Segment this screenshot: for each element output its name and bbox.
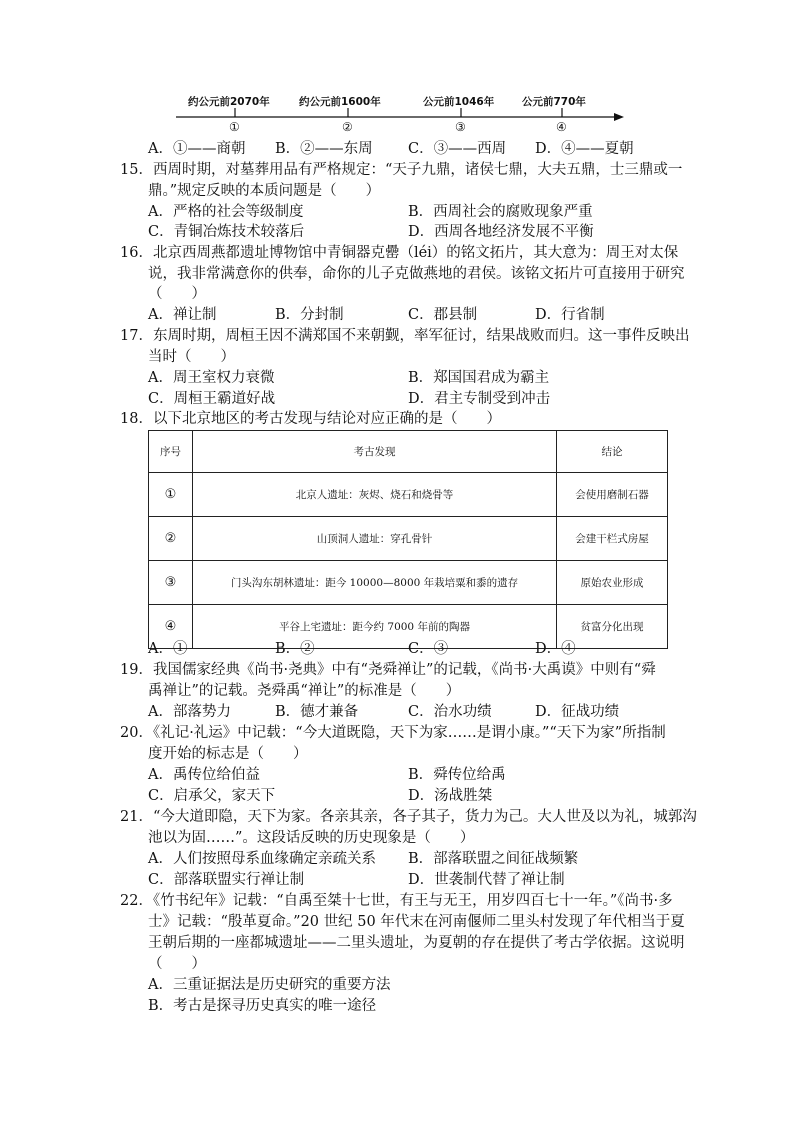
q16-option-b: B．分封制 <box>275 307 344 323</box>
timeline-mark: ① <box>229 120 240 134</box>
q15-option-c: C．青铜冶炼技术较落后 <box>148 224 305 240</box>
table-cell: ④ <box>149 605 193 649</box>
q15-stem: 15．西周时期，对墓葬用品有严格规定：“天子九鼎，诸侯七鼎，大夫五鼎，士三鼎或一 <box>120 162 683 178</box>
q17-option-a: A．周王室权力衰微 <box>148 370 275 386</box>
timeline-mark: ② <box>342 120 353 134</box>
q21-option-c: C．部落联盟实行禅让制 <box>148 872 305 888</box>
q21-stem-cont: 池以为固……”。这段话反映的历史现象是（ ） <box>148 830 475 846</box>
q17-option-b: B．郑国国君成为霸主 <box>408 370 550 386</box>
timeline-label: 约公元前2070年 <box>188 96 270 108</box>
archaeology-table <box>148 430 668 649</box>
table-cell: ① <box>149 473 193 517</box>
q17-option-c: C．周桓王霸道好战 <box>148 391 276 407</box>
q16-stem: 16．北京西周燕都遗址博物馆中青铜器克罍（léi）的铭文拓片，其大意为：周王对太保 <box>120 245 679 261</box>
table-cell: 会使用磨制石器 <box>557 473 668 517</box>
timeline-label: 约公元前1600年 <box>299 96 381 108</box>
q20-stem: 20．《礼记·礼运》中记载：“今大道既隐，天下为家……是谓小康。”“天下为家”所指制 <box>120 725 666 741</box>
timeline-mark: ③ <box>455 120 466 134</box>
q18-stem: 18．以下北京地区的考古发现与结论对应正确的是（ ） <box>120 411 501 427</box>
q21-stem: 21．“今大道即隐，天下为家。各亲其亲，各子其子，货力为己。大人世及以为礼，城郭沟 <box>120 809 697 825</box>
q15-option-d: D．西周各地经济发展不平衡 <box>408 224 594 240</box>
q15-option-b: B．西周社会的腐败现象严重 <box>408 204 593 220</box>
q22-option-b: B．考古是探寻历史真实的唯一途径 <box>148 998 377 1014</box>
q17-stem-cont: 当时（ ） <box>148 349 235 365</box>
q19-option-d: D．征战功绩 <box>535 704 620 720</box>
table-row <box>149 517 668 561</box>
timeline-label: 公元前1046年 <box>423 96 495 108</box>
timeline-arrow <box>614 113 624 121</box>
timeline-label: 公元前770年 <box>522 96 586 108</box>
table-row <box>149 561 668 605</box>
q15-option-a: A．严格的社会等级制度 <box>148 204 304 220</box>
q16-option-d: D．行省制 <box>535 307 605 323</box>
q18-option-c: C．③ <box>408 641 449 657</box>
table-cell: 门头沟东胡林遗址：距今 10000—8000 年栽培粟和黍的遗存 <box>193 561 557 605</box>
timeline <box>0 0 794 140</box>
q20-option-c: C．启承父，家天下 <box>148 788 276 804</box>
q19-option-b: B．德才兼备 <box>275 704 359 720</box>
table-cell: ② <box>149 517 193 561</box>
q22-stem-cont: 士》记载：“殷革夏命。”20 世纪 50 年代末在河南偃师二里头村发现了年代相当于夏 <box>148 914 685 930</box>
q22-stem-cont: （ ） <box>148 956 206 972</box>
q18-option-d: D．④ <box>535 641 576 657</box>
table-row <box>149 473 668 517</box>
q16-option-c: C．郡县制 <box>408 307 478 323</box>
q20-option-b: B．舜传位给禹 <box>408 767 506 783</box>
table-header-row <box>149 431 668 473</box>
table-header: 结论 <box>557 431 668 473</box>
q14-option-b: B．②——东周 <box>275 141 373 157</box>
q22-stem-cont: 王朝后期的一座都城遗址——二里头遗址，为夏朝的存在提供了考古学依据。这说明 <box>148 935 685 951</box>
q14-option-d: D．④——夏朝 <box>535 141 634 157</box>
q20-option-d: D．汤战胜桀 <box>408 788 493 804</box>
table-cell: 贫富分化出现 <box>557 605 668 649</box>
q16-stem-cont: （ ） <box>148 286 206 302</box>
q22-option-a: A．三重证据法是历史研究的重要方法 <box>148 977 391 993</box>
table-header: 考古发现 <box>193 431 557 473</box>
q14-option-a: A．①——商朝 <box>148 141 246 157</box>
q19-stem: 19．我国儒家经典《尚书·尧典》中有“尧舜禅让”的记载，《尚书·大禹谟》中则有“舜 <box>120 662 656 678</box>
q19-option-a: A．部落势力 <box>148 704 231 720</box>
q21-option-a: A．人们按照母系血缘确定亲疏关系 <box>148 851 376 867</box>
q18-option-b: B．② <box>275 641 315 657</box>
q16-option-a: A．禅让制 <box>148 307 217 323</box>
table-cell: 北京人遗址：灰烬、烧石和烧骨等 <box>193 473 557 517</box>
timeline-mark: ④ <box>556 120 567 134</box>
q16-stem-cont: 说，我非常满意你的供奉，命你的儿子克做燕地的君侯。该铭文拓片可直接用于研究 <box>148 266 685 282</box>
q19-option-c: C．治水功绩 <box>408 704 492 720</box>
table-cell: 平谷上宅遗址：距今约 7000 年前的陶器 <box>193 605 557 649</box>
table-header: 序号 <box>149 431 193 473</box>
q15-stem-cont: 鼎。”规定反映的本质问题是（ ） <box>148 183 381 199</box>
q19-stem-cont: 禹禅让”的记载。尧舜禹“禅让”的标准是（ ） <box>148 683 461 699</box>
q14-option-c: C．③——西周 <box>408 141 507 157</box>
q17-option-d: D．君主专制受到冲击 <box>408 391 551 407</box>
table-cell: ③ <box>149 561 193 605</box>
table-cell: 会建干栏式房屋 <box>557 517 668 561</box>
q17-stem: 17．东周时期，周桓王因不满郑国不来朝觐，率军征讨，结果战败而归。这一事件反映出 <box>120 328 690 344</box>
q22-stem: 22．《竹书纪年》记载：“自禹至桀十七世，有王与无王，用岁四百七十一年。”《尚书·多 <box>120 893 673 909</box>
q20-stem-cont: 度开始的标志是（ ） <box>148 746 308 762</box>
table-cell: 山顶洞人遗址：穿孔骨针 <box>193 517 557 561</box>
q18-option-a: A．① <box>148 641 188 657</box>
table-cell: 原始农业形成 <box>557 561 668 605</box>
q21-option-b: B．部落联盟之间征战频繁 <box>408 851 579 867</box>
q21-option-d: D．世袭制代替了禅让制 <box>408 872 565 888</box>
q20-option-a: A．禹传位给伯益 <box>148 767 260 783</box>
